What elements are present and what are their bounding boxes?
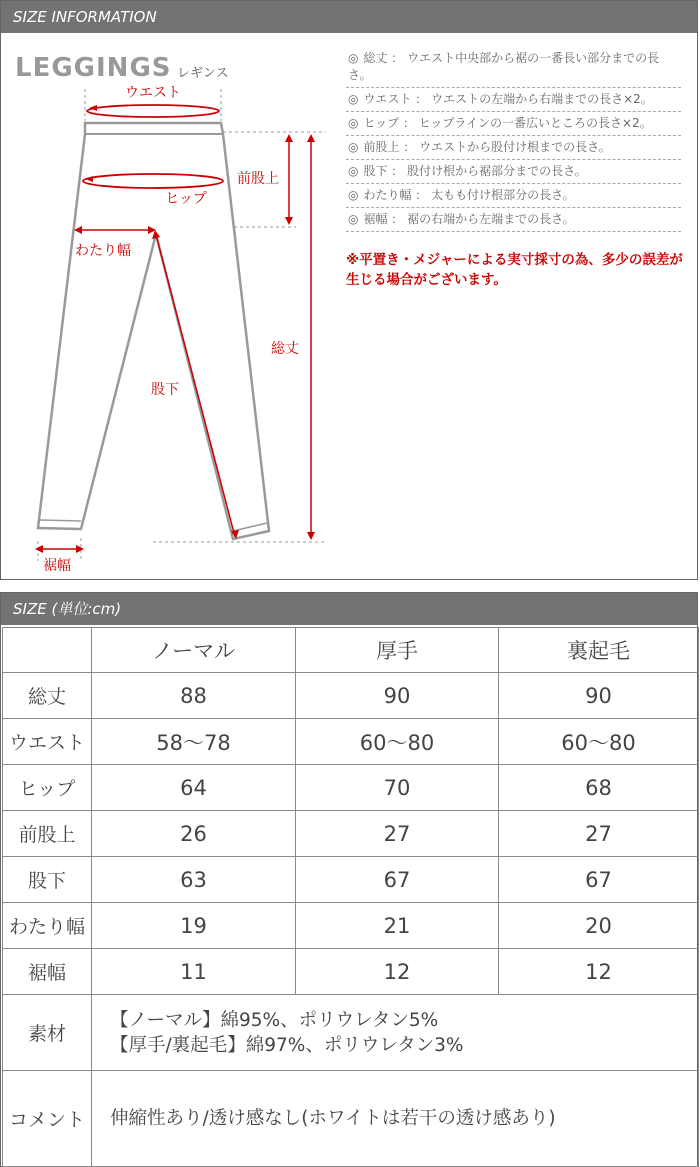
label-length: 総丈 [271, 341, 299, 357]
table-cell: 21 [296, 903, 499, 949]
table-cell: 12 [499, 949, 699, 995]
row-label: 股下 [3, 857, 92, 903]
label-inseam: 股下 [151, 382, 179, 398]
table-cell: 68 [499, 765, 699, 811]
size-information-header: SIZE INFORMATION [1, 1, 697, 33]
definition-item: ◎ 裾幅 ： 裾の右端から左端までの長さ。 [346, 208, 681, 232]
table-header-row [3, 628, 699, 673]
row-label: 裾幅 [3, 949, 92, 995]
label-hip: ヒップ [165, 191, 207, 207]
material-cell [92, 995, 699, 1071]
label-rise: 前股上 [237, 171, 279, 187]
label-hem: 裾幅 [43, 558, 71, 574]
table-cell: 11 [92, 949, 296, 995]
row-label: ウエスト [3, 719, 92, 765]
size-table-panel [0, 592, 698, 1167]
definition-item: ◎ わたり幅 ： 太もも付け根部分の長さ。 [346, 184, 681, 208]
material-label: 素材 [3, 995, 92, 1071]
measurement-note: ※平置き・メジャーによる実寸採寸の為、多少の誤差が生じる場合がございます。 [346, 252, 683, 288]
table-cell: 12 [296, 949, 499, 995]
table-cell: 60〜80 [296, 719, 499, 765]
table-row [3, 765, 699, 811]
material-row [3, 995, 699, 1071]
product-subtitle: レギンス [177, 66, 229, 81]
table-cell: 19 [92, 903, 296, 949]
table-cell: 88 [92, 673, 296, 719]
left-hem-line [40, 520, 81, 521]
comment-cell: 伸縮性あり/透け感なし(ホワイトは若干の透け感あり) [92, 1071, 699, 1167]
table-cell: 20 [499, 903, 699, 949]
row-label: 総丈 [3, 673, 92, 719]
definition-item: ◎ ウエスト ： ウエストの左端から右端までの長さ×2。 [346, 88, 681, 112]
table-cell: 90 [499, 673, 699, 719]
table-cell: 67 [499, 857, 699, 903]
table-cell: 64 [92, 765, 296, 811]
definition-list [346, 47, 681, 232]
table-cell: 60〜80 [499, 719, 699, 765]
size-table [2, 627, 699, 1167]
comment-label: コメント [3, 1071, 92, 1167]
leggings-outline [38, 123, 269, 539]
table-cell: 27 [296, 811, 499, 857]
table-row [3, 811, 699, 857]
table-row [3, 673, 699, 719]
product-title: LEGGINGS [15, 53, 172, 83]
table-cell: 26 [92, 811, 296, 857]
row-label: 前股上 [3, 811, 92, 857]
corner-cell [3, 628, 92, 673]
definition-item: ◎ ヒップ ： ヒップラインの一番広いところの長さ×2。 [346, 112, 681, 136]
material-line: 【厚手/裏起毛】綿97%、ポリウレタン3% [110, 1034, 464, 1056]
size-information-panel [0, 0, 698, 580]
table-cell: 63 [92, 857, 296, 903]
size-header: SIZE (単位:cm) [1, 593, 697, 625]
row-label: ヒップ [3, 765, 92, 811]
comment-row [3, 1071, 699, 1167]
definition-item: ◎ 前股上 ： ウエストから股付け根までの長さ。 [346, 136, 681, 160]
column-header: 裏起毛 [499, 628, 699, 673]
table-row [3, 719, 699, 765]
row-label: わたり幅 [3, 903, 92, 949]
table-cell: 27 [499, 811, 699, 857]
label-waist: ウエスト [125, 85, 181, 101]
table-cell: 90 [296, 673, 499, 719]
column-header: ノーマル [92, 628, 296, 673]
table-cell: 67 [296, 857, 499, 903]
table-cell: 58〜78 [92, 719, 296, 765]
material-line: 【ノーマル】綿95%、ポリウレタン5% [110, 1009, 439, 1031]
table-row [3, 949, 699, 995]
waist-measure [87, 105, 219, 117]
table-row [3, 857, 699, 903]
column-header: 厚手 [296, 628, 499, 673]
table-row [3, 903, 699, 949]
label-thigh: わたり幅 [75, 243, 131, 259]
table-cell: 70 [296, 765, 499, 811]
definition-item: ◎ 総丈 ： ウエスト中央部から裾の一番長い部分までの長さ。 [346, 47, 681, 88]
definition-item: ◎ 股下 ： 股付け根から裾部分までの長さ。 [346, 160, 681, 184]
leggings-diagram [1, 33, 341, 581]
